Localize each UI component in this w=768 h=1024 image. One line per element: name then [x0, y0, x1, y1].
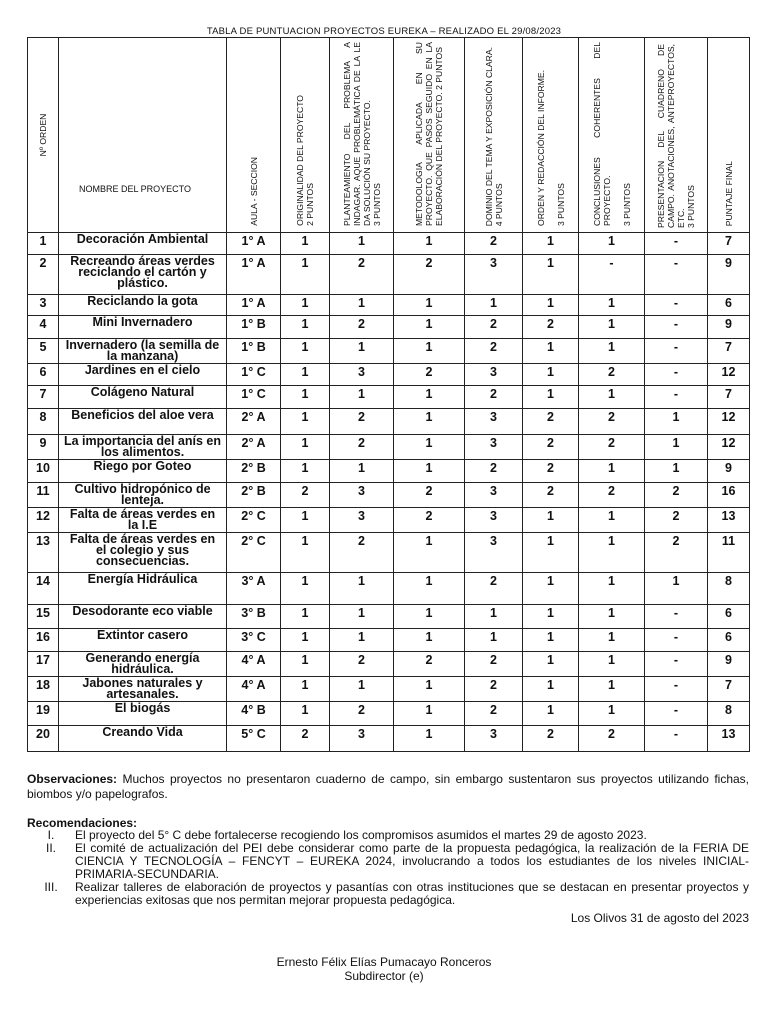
header-orden-redaccion: ORDEN Y REDACCIÓN DEL INFORME. 3 PUNTOS [523, 38, 579, 233]
table-row [28, 605, 750, 629]
cell-orden: 14 [28, 573, 59, 605]
cell-orden: 17 [28, 652, 59, 677]
table-row [28, 508, 750, 533]
cell-cuaderno: - [645, 233, 708, 255]
cell-cuaderno: - [645, 339, 708, 364]
cell-orden-redaccion: 2 [523, 460, 579, 483]
cell-conclusiones: 1 [579, 233, 645, 255]
cell-planteamiento: 1 [330, 386, 394, 409]
cell-conclusiones: - [579, 255, 645, 295]
cell-aula: 5° C [227, 726, 281, 752]
cell-dominio: 3 [465, 364, 523, 386]
cell-originalidad: 1 [281, 460, 330, 483]
cell-originalidad: 1 [281, 339, 330, 364]
cell-conclusiones: 1 [579, 386, 645, 409]
header-aula: AULA - SECCION [227, 38, 281, 233]
cell-orden-redaccion: 2 [523, 409, 579, 435]
table-row [28, 409, 750, 435]
cell-orden: 7 [28, 386, 59, 409]
cell-aula: 1° A [227, 255, 281, 295]
cell-orden: 12 [28, 508, 59, 533]
cell-orden-redaccion: 1 [523, 652, 579, 677]
cell-cuaderno: - [645, 629, 708, 652]
cell-originalidad: 1 [281, 409, 330, 435]
cell-planteamiento: 2 [330, 652, 394, 677]
firma-cargo: Subdirector (e) [344, 969, 424, 983]
cell-cuaderno: 2 [645, 483, 708, 508]
cell-dominio: 2 [465, 677, 523, 702]
cell-dominio: 3 [465, 435, 523, 460]
cell-conclusiones: 2 [579, 364, 645, 386]
cell-conclusiones: 1 [579, 573, 645, 605]
table-row [28, 483, 750, 508]
cell-aula: 1° B [227, 339, 281, 364]
cell-orden: 20 [28, 726, 59, 752]
table-row [28, 435, 750, 460]
recomendacion-item: III. Realizar talleres de elaboración de proyectos y pasantías con otras instituciones que se destacan en presentar proyectos y experiencias exitosas que nos permitan mejorar propuesta pedagógica. [44, 880, 749, 907]
recomendaciones-list [27, 829, 749, 907]
table-row [28, 255, 750, 295]
cell-planteamiento: 3 [330, 364, 394, 386]
cell-cuaderno: - [645, 652, 708, 677]
table-row [28, 386, 750, 409]
header-originalidad: ORIGINALIDAD DEL PROYECTO 2 PUNTOS [281, 38, 330, 233]
cell-puntaje-final: 6 [708, 605, 750, 629]
table-row [28, 460, 750, 483]
cell-planteamiento: 3 [330, 508, 394, 533]
cell-puntaje-final: 13 [708, 726, 750, 752]
table-row [28, 533, 750, 573]
cell-orden: 6 [28, 364, 59, 386]
cell-puntaje-final: 6 [708, 629, 750, 652]
cell-puntaje-final: 6 [708, 295, 750, 316]
cell-nombre: Desodorante eco viable [59, 605, 227, 629]
cell-conclusiones: 1 [579, 295, 645, 316]
cell-orden-redaccion: 1 [523, 533, 579, 573]
cell-conclusiones: 1 [579, 629, 645, 652]
cell-puntaje-final: 8 [708, 573, 750, 605]
cell-puntaje-final: 8 [708, 702, 750, 726]
cell-puntaje-final: 16 [708, 483, 750, 508]
cell-puntaje-final: 9 [708, 316, 750, 339]
cell-metodologia: 2 [394, 364, 465, 386]
cell-nombre: Recreando áreas verdes reciclando el cartón y plástico. [59, 255, 227, 295]
cell-puntaje-final: 9 [708, 652, 750, 677]
cell-originalidad: 1 [281, 605, 330, 629]
cell-orden: 15 [28, 605, 59, 629]
cell-orden-redaccion: 1 [523, 702, 579, 726]
cell-puntaje-final: 7 [708, 677, 750, 702]
cell-cuaderno: - [645, 726, 708, 752]
cell-metodologia: 1 [394, 339, 465, 364]
cell-originalidad: 1 [281, 629, 330, 652]
cell-planteamiento: 2 [330, 409, 394, 435]
cell-aula: 1° A [227, 295, 281, 316]
cell-orden-redaccion: 1 [523, 573, 579, 605]
cell-nombre: Creando Vida [59, 726, 227, 752]
cell-orden: 9 [28, 435, 59, 460]
cell-planteamiento: 1 [330, 339, 394, 364]
cell-dominio: 2 [465, 339, 523, 364]
cell-orden-redaccion: 1 [523, 255, 579, 295]
cell-dominio: 3 [465, 483, 523, 508]
cell-dominio: 3 [465, 726, 523, 752]
table-row [28, 629, 750, 652]
cell-dominio: 1 [465, 295, 523, 316]
cell-puntaje-final: 12 [708, 364, 750, 386]
cell-planteamiento: 2 [330, 316, 394, 339]
header-dominio: DOMINIO DEL TEMA Y EXPOSICIÓN CLARA. 4 PUNTOS [465, 38, 523, 233]
cell-nombre: Riego por Goteo [59, 460, 227, 483]
cell-aula: 4° A [227, 652, 281, 677]
cell-conclusiones: 1 [579, 605, 645, 629]
cell-conclusiones: 1 [579, 533, 645, 573]
header-planteamiento: PLANTEAMIENTO DEL PROBLEMA A INDAGAR. AQUE PROBLEMÁTICA DE LA LE DA SOLUCIÓN SU PROYECTO. 3 PUNTOS [330, 38, 394, 233]
cell-metodologia: 1 [394, 702, 465, 726]
cell-aula: 1° B [227, 316, 281, 339]
header-metodologia: METODOLOGIA APLICADA EN SU PROYECTO. QUE PASOS SEGUIDO EN LA ELABORACIÓN DEL PROYECTO. 2 PUNTOS [394, 38, 465, 233]
cell-puntaje-final: 7 [708, 233, 750, 255]
cell-metodologia: 1 [394, 316, 465, 339]
cell-orden-redaccion: 1 [523, 386, 579, 409]
cell-nombre: El biogás [59, 702, 227, 726]
cell-conclusiones: 1 [579, 702, 645, 726]
cell-originalidad: 1 [281, 652, 330, 677]
cell-nombre: Reciclando la gota [59, 295, 227, 316]
cell-dominio: 2 [465, 652, 523, 677]
cell-dominio: 2 [465, 460, 523, 483]
cell-dominio: 2 [465, 316, 523, 339]
cell-aula: 2° C [227, 533, 281, 573]
cell-planteamiento: 1 [330, 629, 394, 652]
cell-metodologia: 1 [394, 409, 465, 435]
cell-metodologia: 2 [394, 483, 465, 508]
cell-originalidad: 1 [281, 573, 330, 605]
cell-conclusiones: 1 [579, 677, 645, 702]
cell-nombre: Falta de áreas verdes en la I.E [59, 508, 227, 533]
cell-orden-redaccion: 2 [523, 726, 579, 752]
cell-conclusiones: 1 [579, 339, 645, 364]
cell-orden: 11 [28, 483, 59, 508]
cell-cuaderno: 1 [645, 573, 708, 605]
cell-aula: 3° C [227, 629, 281, 652]
cell-orden-redaccion: 1 [523, 605, 579, 629]
cell-cuaderno: - [645, 364, 708, 386]
cell-conclusiones: 1 [579, 460, 645, 483]
cell-puntaje-final: 13 [708, 508, 750, 533]
page-title: TABLA DE PUNTUACION PROYECTOS EUREKA – REALIZADO EL 29/08/2023 [206, 26, 562, 37]
cell-planteamiento: 2 [330, 533, 394, 573]
cell-cuaderno: 1 [645, 460, 708, 483]
cell-metodologia: 1 [394, 295, 465, 316]
cell-orden: 19 [28, 702, 59, 726]
cell-orden: 5 [28, 339, 59, 364]
cell-orden: 1 [28, 233, 59, 255]
cell-metodologia: 1 [394, 435, 465, 460]
cell-orden: 13 [28, 533, 59, 573]
header-nombre: NOMBRE DEL PROYECTO [59, 38, 227, 233]
cell-nombre: Extintor casero [59, 629, 227, 652]
cell-orden: 8 [28, 409, 59, 435]
cell-metodologia: 1 [394, 460, 465, 483]
cell-orden: 2 [28, 255, 59, 295]
cell-originalidad: 2 [281, 483, 330, 508]
cell-cuaderno: 2 [645, 508, 708, 533]
header-conclusiones: CONCLUSIONES COHERENTES DEL PROYECTO. 3 PUNTOS [579, 38, 645, 233]
cell-originalidad: 1 [281, 386, 330, 409]
cell-originalidad: 1 [281, 533, 330, 573]
cell-aula: 3° A [227, 573, 281, 605]
cell-conclusiones: 1 [579, 316, 645, 339]
cell-metodologia: 1 [394, 605, 465, 629]
cell-orden-redaccion: 2 [523, 435, 579, 460]
cell-conclusiones: 1 [579, 508, 645, 533]
cell-dominio: 3 [465, 409, 523, 435]
cell-orden-redaccion: 1 [523, 295, 579, 316]
cell-cuaderno: 1 [645, 435, 708, 460]
cell-nombre: Falta de áreas verdes en el colegio y sus consecuencias. [59, 533, 227, 573]
cell-dominio: 3 [465, 508, 523, 533]
cell-originalidad: 1 [281, 295, 330, 316]
cell-nombre: Cultivo hidropónico de lenteja. [59, 483, 227, 508]
cell-planteamiento: 2 [330, 255, 394, 295]
cell-metodologia: 1 [394, 677, 465, 702]
cell-conclusiones: 2 [579, 435, 645, 460]
cell-cuaderno: - [645, 386, 708, 409]
score-table [27, 37, 750, 752]
cell-originalidad: 1 [281, 435, 330, 460]
firma-nombre: Ernesto Félix Elías Pumacayo Ronceros [276, 955, 492, 969]
cell-originalidad: 1 [281, 364, 330, 386]
cell-nombre: Colágeno Natural [59, 386, 227, 409]
table-row [28, 316, 750, 339]
header-puntaje-final: PUNTAJE FINAL [708, 38, 750, 233]
cell-dominio: 1 [465, 605, 523, 629]
cell-puntaje-final: 9 [708, 255, 750, 295]
cell-aula: 4° A [227, 677, 281, 702]
cell-originalidad: 1 [281, 702, 330, 726]
cell-planteamiento: 1 [330, 677, 394, 702]
cell-dominio: 3 [465, 533, 523, 573]
cell-cuaderno: - [645, 702, 708, 726]
cell-orden: 16 [28, 629, 59, 652]
cell-orden-redaccion: 2 [523, 316, 579, 339]
cell-conclusiones: 2 [579, 726, 645, 752]
cell-aula: 3° B [227, 605, 281, 629]
cell-planteamiento: 1 [330, 460, 394, 483]
cell-cuaderno: - [645, 255, 708, 295]
cell-originalidad: 1 [281, 233, 330, 255]
cell-originalidad: 2 [281, 726, 330, 752]
recomendaciones-title: Recomendaciones: [27, 816, 138, 830]
table-row [28, 652, 750, 677]
cell-orden-redaccion: 2 [523, 483, 579, 508]
cell-metodologia: 1 [394, 386, 465, 409]
cell-metodologia: 1 [394, 533, 465, 573]
table-row [28, 726, 750, 752]
cell-orden-redaccion: 1 [523, 339, 579, 364]
fecha: Los Olivos 31 de agosto del 2023 [570, 911, 749, 925]
cell-planteamiento: 1 [330, 295, 394, 316]
cell-nombre: La importancia del anís en los alimentos. [59, 435, 227, 460]
cell-conclusiones: 2 [579, 409, 645, 435]
cell-aula: 1° C [227, 364, 281, 386]
cell-planteamiento: 1 [330, 233, 394, 255]
table-row [28, 339, 750, 364]
table-row [28, 233, 750, 255]
cell-aula: 2° C [227, 508, 281, 533]
cell-nombre: Invernadero (la semilla de la manzana) [59, 339, 227, 364]
cell-puntaje-final: 12 [708, 435, 750, 460]
cell-orden: 18 [28, 677, 59, 702]
cell-orden-redaccion: 1 [523, 629, 579, 652]
cell-dominio: 1 [465, 629, 523, 652]
cell-planteamiento: 1 [330, 605, 394, 629]
cell-nombre: Generando energía hidráulica. [59, 652, 227, 677]
cell-nombre: Jabones naturales y artesanales. [59, 677, 227, 702]
cell-puntaje-final: 7 [708, 339, 750, 364]
cell-puntaje-final: 11 [708, 533, 750, 573]
cell-orden-redaccion: 1 [523, 677, 579, 702]
cell-puntaje-final: 12 [708, 409, 750, 435]
cell-dominio: 3 [465, 255, 523, 295]
cell-puntaje-final: 9 [708, 460, 750, 483]
cell-metodologia: 2 [394, 508, 465, 533]
cell-cuaderno: - [645, 677, 708, 702]
observaciones: Observaciones: Muchos proyectos no presentaron cuaderno de campo, sin embargo sustentaron sus proyectos utilizando fichas, biombos y/o papelografos. [27, 772, 749, 801]
header-cuaderno: PRESENTACION DEL CUADRENO DE CAMPO. ANOTACIONES, ANTEPROYECTOS, ETC. 3 PUNTOS [645, 38, 708, 233]
cell-nombre: Jardines en el cielo [59, 364, 227, 386]
recomendacion-item: II. El comité de actualización del PEI debe considerar como parte de la propuesta pedagógica, la realización de la FERIA DE CIENCIA Y TECNOLOGÍA – FENCYT – EUREKA 2024, involucrando a todos los estudiantes de los niveles INICIAL-PRIMARIA-SECUNDARIA. [45, 841, 749, 881]
header-orden: Nº ORDEN [28, 38, 59, 233]
cell-metodologia: 2 [394, 255, 465, 295]
cell-cuaderno: - [645, 605, 708, 629]
cell-aula: 2° A [227, 409, 281, 435]
cell-aula: 2° A [227, 435, 281, 460]
cell-orden-redaccion: 1 [523, 508, 579, 533]
cell-aula: 2° B [227, 483, 281, 508]
cell-cuaderno: 2 [645, 533, 708, 573]
cell-planteamiento: 1 [330, 573, 394, 605]
cell-orden-redaccion: 1 [523, 364, 579, 386]
cell-aula: 1° C [227, 386, 281, 409]
cell-cuaderno: 1 [645, 409, 708, 435]
cell-puntaje-final: 7 [708, 386, 750, 409]
cell-dominio: 2 [465, 702, 523, 726]
table-row [28, 295, 750, 316]
cell-nombre: Beneficios del aloe vera [59, 409, 227, 435]
cell-nombre: Mini Invernadero [59, 316, 227, 339]
table-row [28, 573, 750, 605]
table-row [28, 677, 750, 702]
cell-metodologia: 1 [394, 233, 465, 255]
cell-metodologia: 1 [394, 726, 465, 752]
cell-orden-redaccion: 1 [523, 233, 579, 255]
cell-orden: 4 [28, 316, 59, 339]
cell-orden: 10 [28, 460, 59, 483]
cell-dominio: 2 [465, 386, 523, 409]
cell-nombre: Decoración Ambiental [59, 233, 227, 255]
cell-aula: 2° B [227, 460, 281, 483]
cell-aula: 1° A [227, 233, 281, 255]
cell-aula: 4° B [227, 702, 281, 726]
cell-orden: 3 [28, 295, 59, 316]
cell-planteamiento: 2 [330, 435, 394, 460]
cell-dominio: 2 [465, 573, 523, 605]
cell-metodologia: 1 [394, 629, 465, 652]
table-row [28, 702, 750, 726]
cell-metodologia: 1 [394, 573, 465, 605]
cell-cuaderno: - [645, 316, 708, 339]
cell-planteamiento: 2 [330, 702, 394, 726]
cell-planteamiento: 3 [330, 726, 394, 752]
cell-conclusiones: 1 [579, 652, 645, 677]
cell-originalidad: 1 [281, 255, 330, 295]
cell-dominio: 2 [465, 233, 523, 255]
cell-originalidad: 1 [281, 508, 330, 533]
recomendacion-item: I. El proyecto del 5° C debe fortalecerse recogiendo los compromisos asumidos el martes 29 de agosto 2023. [47, 828, 647, 842]
cell-originalidad: 1 [281, 316, 330, 339]
cell-conclusiones: 2 [579, 483, 645, 508]
cell-metodologia: 2 [394, 652, 465, 677]
table-row [28, 364, 750, 386]
cell-originalidad: 1 [281, 677, 330, 702]
header-row [28, 38, 750, 233]
cell-planteamiento: 3 [330, 483, 394, 508]
cell-cuaderno: - [645, 295, 708, 316]
cell-nombre: Energía Hidráulica [59, 573, 227, 605]
